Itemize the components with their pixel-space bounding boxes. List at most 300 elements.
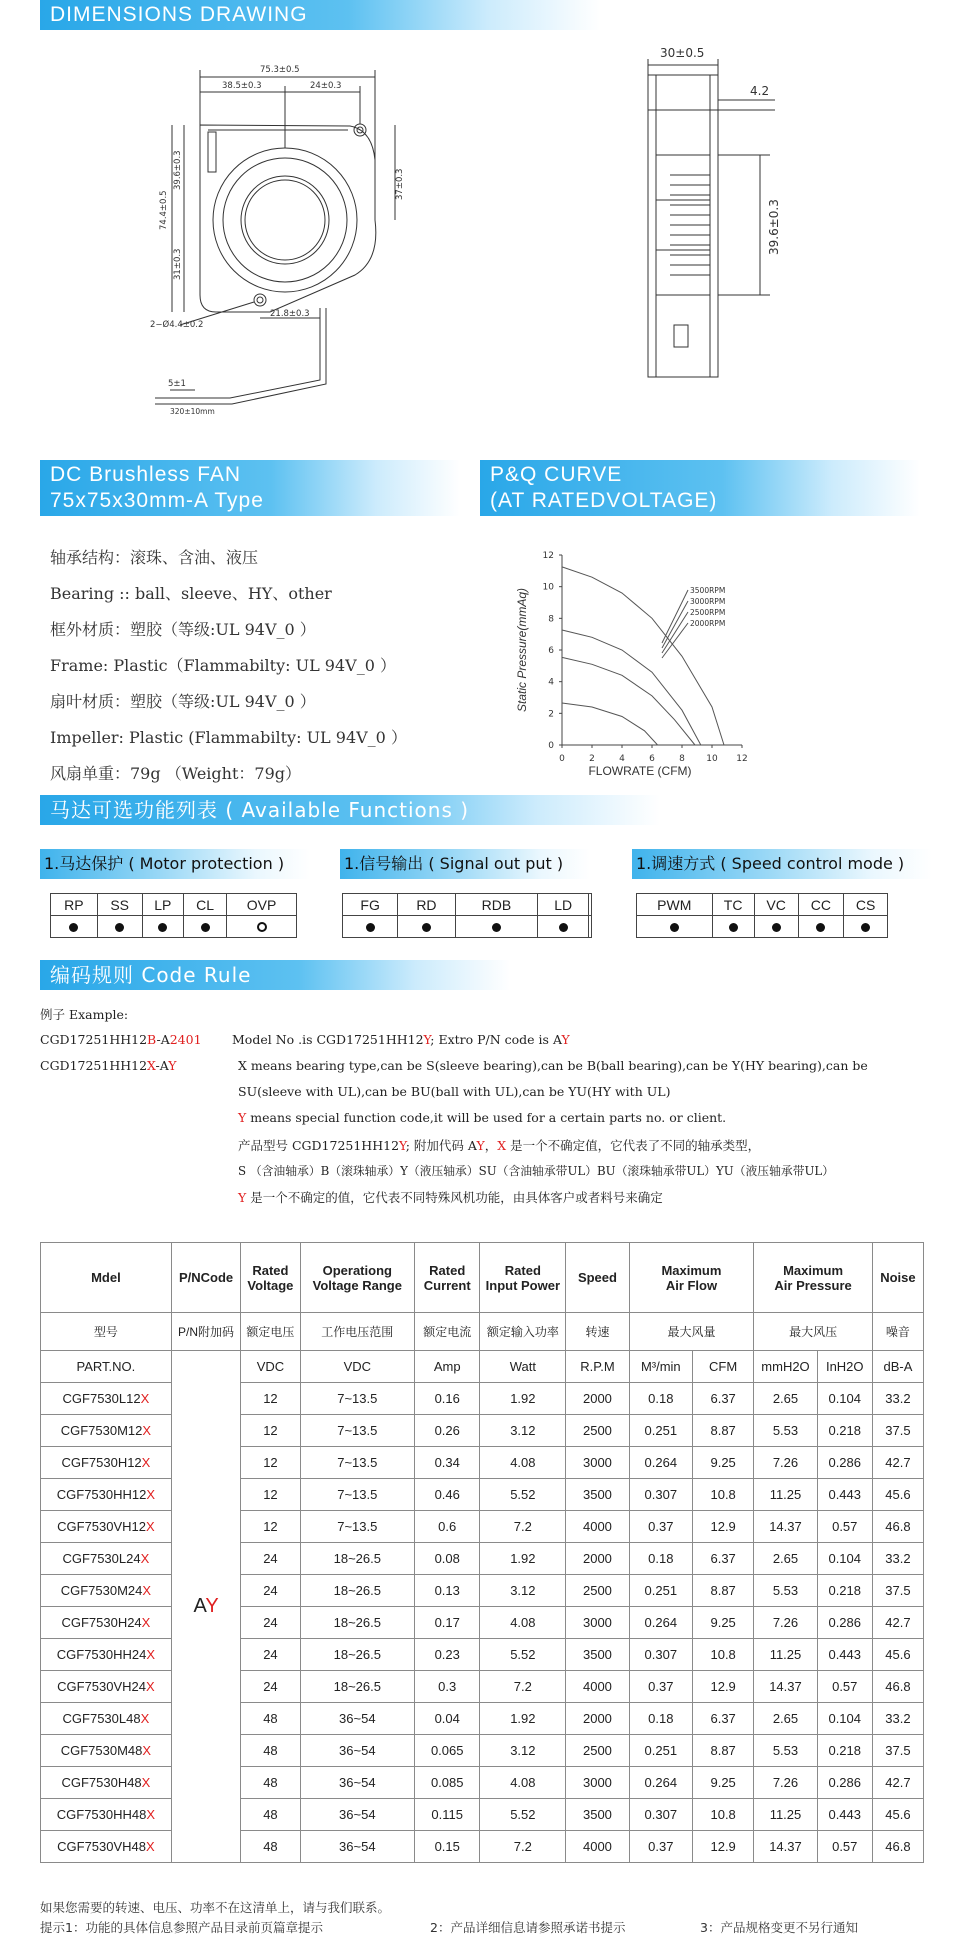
y-desc: means special function code,it will be used for a certain parts no. or client. [246, 1110, 727, 1125]
table-cell: 0.307 [629, 1479, 692, 1511]
part-no-suffix: X [141, 1615, 151, 1630]
table-cell: 45.6 [872, 1799, 923, 1831]
pq-x-tick-label: 10 [706, 754, 718, 764]
part-no-suffix: X [146, 1647, 156, 1662]
table-cell: 8.87 [692, 1415, 753, 1447]
part-no-base: CGF7530VH48 [57, 1839, 147, 1854]
table-cell: 2000 [566, 1543, 629, 1575]
part-no-suffix: X [146, 1679, 155, 1694]
pq-y-axis-label: Static Pressure(mmAq) [515, 587, 529, 713]
table-cell: 10.8 [692, 1479, 753, 1511]
table-cell: 0.443 [817, 1479, 872, 1511]
part-no-base: CGF7530H24 [61, 1615, 142, 1630]
fn-ss: SS [97, 894, 142, 916]
table-cell: 7.2 [480, 1671, 566, 1703]
cn-noise: 噪音 [872, 1313, 923, 1351]
part-no-base: CGF7530HH24 [56, 1647, 147, 1662]
pq-curve-line2: (AT RATEDVOLTAGE) [490, 489, 718, 512]
code-rule-title: 编码规则 Code Rule [50, 963, 252, 987]
table-cell: 0.307 [629, 1639, 692, 1671]
fn-tc: TC [712, 894, 754, 916]
fn-ld: LD [538, 894, 589, 916]
table-cell: 7.26 [754, 1447, 817, 1479]
dim-38-5: 38.5±0.3 [222, 81, 262, 91]
table-cell: 0.307 [629, 1799, 692, 1831]
pq-curve-line1: P&Q CURVE [490, 463, 623, 486]
table-cell: 0.264 [629, 1447, 692, 1479]
cell-part-no [41, 1799, 172, 1831]
table-cell: 18~26.5 [300, 1607, 414, 1639]
table-cell: 0.6 [415, 1511, 480, 1543]
part-no-base: CGF7530VH24 [57, 1679, 147, 1694]
table-cell: 7~13.5 [300, 1447, 414, 1479]
table-cell: 0.264 [629, 1607, 692, 1639]
table-cell: 0.251 [629, 1735, 692, 1767]
cn1-b: Y [399, 1138, 406, 1153]
part-no-base: CGF7530HH12 [56, 1487, 147, 1502]
table-cell: 0.18 [629, 1383, 692, 1415]
fn-ovp: OVP [227, 894, 297, 916]
fn-cl-dot [201, 923, 210, 932]
table-cell: 0.08 [415, 1543, 480, 1575]
model-b: Y [423, 1032, 431, 1047]
table-cell: 8.87 [692, 1575, 753, 1607]
table-cell: 2.65 [754, 1543, 817, 1575]
table-cell: 46.8 [872, 1511, 923, 1543]
pq-curve-2000rpm [562, 703, 658, 745]
part-no-suffix: X [146, 1487, 156, 1502]
table-cell: 18~26.5 [300, 1639, 414, 1671]
table-cell: 10.8 [692, 1799, 753, 1831]
table-cell: 3000 [566, 1607, 629, 1639]
table-cell: 2.65 [754, 1383, 817, 1415]
table-cell: 14.37 [754, 1511, 817, 1543]
fan-type-line1: DC Brushless FAN [50, 463, 242, 486]
part-no-suffix: X [142, 1583, 152, 1598]
table-cell: 5.53 [754, 1735, 817, 1767]
table-cell: 11.25 [754, 1639, 817, 1671]
dimensions-header [40, 0, 600, 30]
table-cell: 24 [241, 1671, 300, 1703]
cell-part-no [41, 1607, 172, 1639]
table-cell: 5.53 [754, 1575, 817, 1607]
part-no-suffix: X [141, 1455, 151, 1470]
y-letter: Y [238, 1110, 247, 1125]
function-group-title-3: 1.调速方式 ( Speed control mode ) [632, 849, 932, 879]
part-no-suffix: X [140, 1711, 150, 1726]
pq-legend-label: 2500RPM [690, 608, 726, 617]
part-no-base: CGF7530L12 [62, 1391, 141, 1406]
side-dim-4-2: 4.2 [750, 84, 770, 98]
table-cell: 4000 [566, 1511, 629, 1543]
pq-y-tick-label: 0 [548, 741, 554, 751]
pq-legend-label: 2000RPM [690, 619, 726, 628]
table-cell: 0.085 [415, 1767, 480, 1799]
part-no-suffix: X [142, 1743, 152, 1758]
fn-cc-dot [816, 923, 825, 932]
part-no-base: CGF7530M12 [60, 1423, 143, 1438]
table-cell: 0.26 [415, 1415, 480, 1447]
th-range: Operationg Voltage Range [300, 1243, 414, 1313]
th-current: Rated Current [415, 1243, 480, 1313]
ex2-bearing: X [147, 1058, 156, 1073]
dim-21-8: 21.8±0.3 [270, 309, 310, 319]
part-no-base: CGF7530H12 [61, 1455, 142, 1470]
table-cell: 46.8 [872, 1831, 923, 1863]
fan-type-line2: 75x75x30mm-A Type [50, 489, 264, 512]
table-cell: 42.7 [872, 1767, 923, 1799]
table-cell: 0.251 [629, 1575, 692, 1607]
table-cell: 0.57 [817, 1671, 872, 1703]
table-cell: 5.53 [754, 1415, 817, 1447]
table-cell: 0.251 [629, 1415, 692, 1447]
table-cell: 48 [241, 1831, 300, 1863]
cn1-f: X [497, 1138, 507, 1153]
table-cell: 0.57 [817, 1831, 872, 1863]
table-cell: 7.26 [754, 1607, 817, 1639]
table-cell: 45.6 [872, 1479, 923, 1511]
spec-weight: 风扇单重：79g （Weight：79g） [50, 764, 301, 783]
part-no-base: CGF7530L48 [62, 1711, 141, 1726]
unit-inh2o: InH2O [817, 1351, 872, 1383]
fn-rp-dot [69, 923, 78, 932]
table-cell: 48 [241, 1767, 300, 1799]
table-cell: 0.104 [817, 1383, 872, 1415]
table-cell: 9.25 [692, 1447, 753, 1479]
table-cell: 3500 [566, 1639, 629, 1671]
th-pressure: Maximum Air Pressure [754, 1243, 873, 1313]
table-cell: 0.16 [415, 1383, 480, 1415]
functions-header [40, 795, 660, 825]
th-airflow: Maximum Air Flow [629, 1243, 754, 1313]
cn3-b: 是一个不确定的值，它代表不同特殊风机功能，由具体客户或者料号来确定 [246, 1190, 663, 1205]
cn-current: 额定电流 [415, 1313, 480, 1351]
table-cell: 6.37 [692, 1703, 753, 1735]
pn-code-y: Y [205, 1595, 219, 1617]
table-cell: 3.12 [480, 1415, 566, 1447]
table-cell: 7~13.5 [300, 1479, 414, 1511]
table-cell: 0.57 [817, 1511, 872, 1543]
functions-title: 马达可选功能列表 ( Available Functions ) [50, 798, 470, 822]
table-cell: 6.37 [692, 1543, 753, 1575]
unit-vdc: VDC [241, 1351, 300, 1383]
table-cell: 14.37 [754, 1671, 817, 1703]
table-cell: 9.25 [692, 1607, 753, 1639]
cn1-g: 是一个不确定值，它代表了不同的轴承类型， [506, 1138, 761, 1153]
pq-x-tick-label: 12 [736, 754, 748, 764]
cn1-e: ， [484, 1138, 498, 1153]
table-cell: 0.37 [629, 1671, 692, 1703]
cn-pressure: 最大风压 [754, 1313, 873, 1351]
cell-part-no [41, 1511, 172, 1543]
table-cell: 7.2 [480, 1511, 566, 1543]
pq-legend-label: 3000RPM [690, 597, 726, 606]
pq-y-tick-label: 8 [548, 614, 554, 625]
dimensions-title: DIMENSIONS DRAWING [50, 3, 308, 26]
part-no-base: CGF7530M24 [60, 1583, 143, 1598]
model-d: Y [561, 1032, 570, 1047]
ex1-bearing: B [147, 1032, 157, 1047]
dim-320: 320±10mm [170, 407, 215, 416]
table-cell: 0.46 [415, 1479, 480, 1511]
table-cell: 48 [241, 1735, 300, 1767]
table-cell: 12 [241, 1447, 300, 1479]
footer-contact: 如果您需要的转速、电压、功率不在这清单上，请与我们联系。 [40, 1900, 391, 1915]
table-cell: 7~13.5 [300, 1383, 414, 1415]
code-cn-line3 [238, 1188, 663, 1206]
table-cell: 33.2 [872, 1383, 923, 1415]
cell-part-no [41, 1543, 172, 1575]
spec-bearing-en: Bearing :: ball、sleeve、HY、other [50, 584, 332, 603]
table-cell: 7.26 [754, 1767, 817, 1799]
code-rule-header [40, 960, 510, 990]
table-cell: 18~26.5 [300, 1671, 414, 1703]
pq-x-tick-label: 0 [559, 754, 565, 764]
unit-mmh2o: mmH2O [754, 1351, 817, 1383]
unit-dba: dB-A [872, 1351, 923, 1383]
fn-rp: RP [51, 894, 98, 916]
dim-37: 37±0.3 [395, 168, 405, 200]
part-no-base: CGF7530HH48 [56, 1807, 147, 1822]
table-cell: 0.04 [415, 1703, 480, 1735]
function-group-1 [50, 893, 297, 938]
table-cell: 0.18 [629, 1543, 692, 1575]
table-cell: 7~13.5 [300, 1511, 414, 1543]
table-cell: 37.5 [872, 1415, 923, 1447]
cell-part-no [41, 1767, 172, 1799]
table-cell: 4000 [566, 1831, 629, 1863]
part-no-suffix: X [142, 1423, 152, 1438]
model-a: Model No .is CGD17251HH12 [232, 1032, 424, 1047]
part-no-suffix: X [146, 1807, 156, 1822]
pq-y-tick-label: 10 [542, 582, 554, 593]
unit-partno: PART.NO. [41, 1351, 172, 1383]
spec-frame-cn: 框外材质：塑胶（等级:UL 94V_0 ） [50, 620, 316, 639]
table-cell: 5.52 [480, 1799, 566, 1831]
cn1-c: ; 附加代码 A [405, 1138, 477, 1153]
ex2-code: Y [168, 1058, 177, 1073]
table-cell: 1.92 [480, 1543, 566, 1575]
pq-x-axis-label: FLOWRATE (CFM) [588, 764, 692, 778]
fn-cl: CL [184, 894, 227, 916]
table-cell: 37.5 [872, 1735, 923, 1767]
cn-speed: 转速 [566, 1313, 629, 1351]
part-no-base: CGF7530M48 [60, 1743, 143, 1758]
function-group-3 [636, 893, 888, 938]
table-cell: 2000 [566, 1383, 629, 1415]
function-group-title-2: 1.信号输出 ( Signal out put ) [340, 849, 590, 879]
table-cell: 0.443 [817, 1799, 872, 1831]
dim-74-4: 74.4±0.5 [159, 190, 169, 230]
table-cell: 3.12 [480, 1735, 566, 1767]
cn-pncode: P/N附加码 [171, 1313, 240, 1351]
pq-y-tick-label: 12 [542, 551, 554, 561]
th-noise: Noise [872, 1243, 923, 1313]
pq-curve-3000rpm [562, 630, 701, 745]
table-cell: 3500 [566, 1799, 629, 1831]
table-cell: 11.25 [754, 1799, 817, 1831]
table-cell: 0.23 [415, 1639, 480, 1671]
cell-part-no [41, 1383, 172, 1415]
spec-frame-en: Frame: Plastic（Flammabilty: UL 94V_0 ） [50, 656, 396, 675]
pq-x-tick-label: 6 [649, 754, 655, 764]
fn-fg-dot [366, 923, 375, 932]
table-cell: 2500 [566, 1575, 629, 1607]
spec-table [40, 1242, 924, 1863]
footer-note-3: 3：产品规格变更不另行通知 [700, 1920, 858, 1935]
code-example-2 [40, 1058, 177, 1073]
table-cell: 10.8 [692, 1639, 753, 1671]
fn-pwm: PWM [637, 894, 713, 916]
table-cell: 46.8 [872, 1671, 923, 1703]
table-cell: 48 [241, 1799, 300, 1831]
table-cell: 12.9 [692, 1831, 753, 1863]
footer-note-2: 2：产品详细信息请参照承诺书提示 [430, 1920, 626, 1935]
table-cell: 3000 [566, 1767, 629, 1799]
part-no-base: CGF7530VH12 [57, 1519, 147, 1534]
table-cell: 2500 [566, 1415, 629, 1447]
table-cell: 0.17 [415, 1607, 480, 1639]
pq-legend-label: 3500RPM [690, 586, 726, 595]
front-view-drawing [150, 50, 460, 420]
unit-rpm: R.P.M [566, 1351, 629, 1383]
cn-range: 工作电压范围 [300, 1313, 414, 1351]
table-cell: 3500 [566, 1479, 629, 1511]
spec-impeller-en: Impeller: Plastic (Flammabilty: UL 94V_0 ） [50, 728, 407, 747]
code-model-line [232, 1032, 570, 1047]
th-speed: Speed [566, 1243, 629, 1313]
table-cell: 36~54 [300, 1767, 414, 1799]
table-cell: 18~26.5 [300, 1575, 414, 1607]
table-cell: 45.6 [872, 1639, 923, 1671]
part-no-suffix: X [146, 1519, 155, 1534]
cell-part-no [41, 1575, 172, 1607]
pq-y-tick-label: 2 [548, 709, 554, 720]
dim-holes: 2−Ø4.4±0.2 [150, 320, 204, 330]
spec-impeller-cn: 扇叶材质：塑胶（等级:UL 94V_0 ） [50, 692, 316, 711]
pn-code-cell [171, 1351, 240, 1863]
dim-31: 31±0.3 [173, 248, 183, 280]
table-cell: 0.34 [415, 1447, 480, 1479]
fn-lp-dot [158, 923, 167, 932]
table-cell: 5.52 [480, 1479, 566, 1511]
cn1-a: 产品型号 CGD17251HH12 [238, 1138, 400, 1153]
table-cell: 12 [241, 1415, 300, 1447]
table-cell: 0.286 [817, 1767, 872, 1799]
side-dim-39-6: 39.6±0.3 [767, 199, 781, 255]
table-cell: 11.25 [754, 1479, 817, 1511]
fn-pwm-dot [670, 923, 679, 932]
code-cn-line1 [238, 1136, 760, 1154]
part-no-suffix: X [140, 1551, 150, 1566]
table-cell: 0.443 [817, 1639, 872, 1671]
fn-rd-dot [422, 923, 431, 932]
part-no-base: CGF7530L24 [62, 1551, 141, 1566]
table-cell: 0.18 [629, 1703, 692, 1735]
table-cell: 0.218 [817, 1735, 872, 1767]
th-power: Rated Input Power [480, 1243, 566, 1313]
unit-amp: Amp [415, 1351, 480, 1383]
cell-part-no [41, 1639, 172, 1671]
unit-m3min: M³/min [629, 1351, 692, 1383]
fn-rdb-dot [492, 923, 501, 932]
table-cell: 0.065 [415, 1735, 480, 1767]
pq-curve-header [480, 460, 920, 516]
fn-ovp-dot [257, 922, 267, 932]
pq-x-tick-label: 8 [679, 754, 685, 764]
table-cell: 18~26.5 [300, 1543, 414, 1575]
table-cell: 36~54 [300, 1735, 414, 1767]
table-cell: 2500 [566, 1735, 629, 1767]
part-no-suffix: X [141, 1775, 151, 1790]
pq-y-tick-label: 6 [548, 646, 554, 656]
ex1-sep: -A [156, 1032, 170, 1047]
code-x-line2: SU(sleeve with UL),can be BU(ball with UL),can be YU(HY with UL) [238, 1084, 671, 1099]
fn-cs: CS [844, 894, 888, 916]
fn-rd: RD [398, 894, 455, 916]
pq-curve-chart [510, 535, 820, 785]
table-cell: 0.286 [817, 1447, 872, 1479]
table-cell: 0.13 [415, 1575, 480, 1607]
table-cell: 5.52 [480, 1639, 566, 1671]
ex2-base: CGD17251HH12 [40, 1058, 148, 1073]
part-no-suffix: X [146, 1839, 155, 1854]
fn-ss-dot [115, 923, 124, 932]
code-x-line1: X means bearing type,can be S(sleeve bearing),can be B(ball bearing),can be Y(HY bearing),can be [238, 1058, 868, 1073]
table-cell: 33.2 [872, 1703, 923, 1735]
table-cell: 0.104 [817, 1703, 872, 1735]
table-cell: 6.37 [692, 1383, 753, 1415]
pq-x-tick-label: 2 [589, 754, 595, 764]
table-cell: 1.92 [480, 1703, 566, 1735]
ex1-code: 2401 [169, 1032, 202, 1047]
spec-bearing-cn: 轴承结构：滚珠、含油、液压 [50, 548, 259, 567]
table-cell: 0.264 [629, 1767, 692, 1799]
fn-rdb: RDB [455, 894, 538, 916]
fn-tc-dot [729, 923, 738, 932]
table-cell: 48 [241, 1703, 300, 1735]
table-cell: 12 [241, 1479, 300, 1511]
table-cell: 37.5 [872, 1575, 923, 1607]
table-cell: 1.92 [480, 1383, 566, 1415]
model-c: ; Extro P/N code is A [430, 1032, 562, 1047]
cn-voltage: 额定电压 [241, 1313, 300, 1351]
table-cell: 7~13.5 [300, 1415, 414, 1447]
fan-type-header [40, 460, 460, 516]
dim-75-3: 75.3±0.5 [260, 65, 300, 75]
th-model: Mdel [41, 1243, 172, 1313]
cn1-d: Y [476, 1138, 485, 1153]
fn-cc: CC [798, 894, 844, 916]
fn-ld-dot [559, 923, 568, 932]
table-cell: 33.2 [872, 1543, 923, 1575]
fn-empty [589, 894, 592, 916]
function-group-2 [342, 893, 592, 938]
cell-part-no [41, 1703, 172, 1735]
dim-24: 24±0.3 [310, 81, 342, 91]
pn-code-a: A [193, 1595, 206, 1617]
table-cell: 0.37 [629, 1511, 692, 1543]
table-cell: 12 [241, 1383, 300, 1415]
fn-lp: LP [142, 894, 183, 916]
fn-cs-dot [861, 923, 870, 932]
fn-vc: VC [754, 894, 798, 916]
table-cell: 8.87 [692, 1735, 753, 1767]
table-cell: 0.37 [629, 1831, 692, 1863]
code-example-1 [40, 1032, 202, 1047]
table-cell: 0.3 [415, 1671, 480, 1703]
code-cn-line2: S （含油轴承）B（滚珠轴承）Y（液压轴承）SU（含油轴承带UL）BU（滚珠轴承带UL）YU（液压轴承带UL） [238, 1164, 835, 1178]
